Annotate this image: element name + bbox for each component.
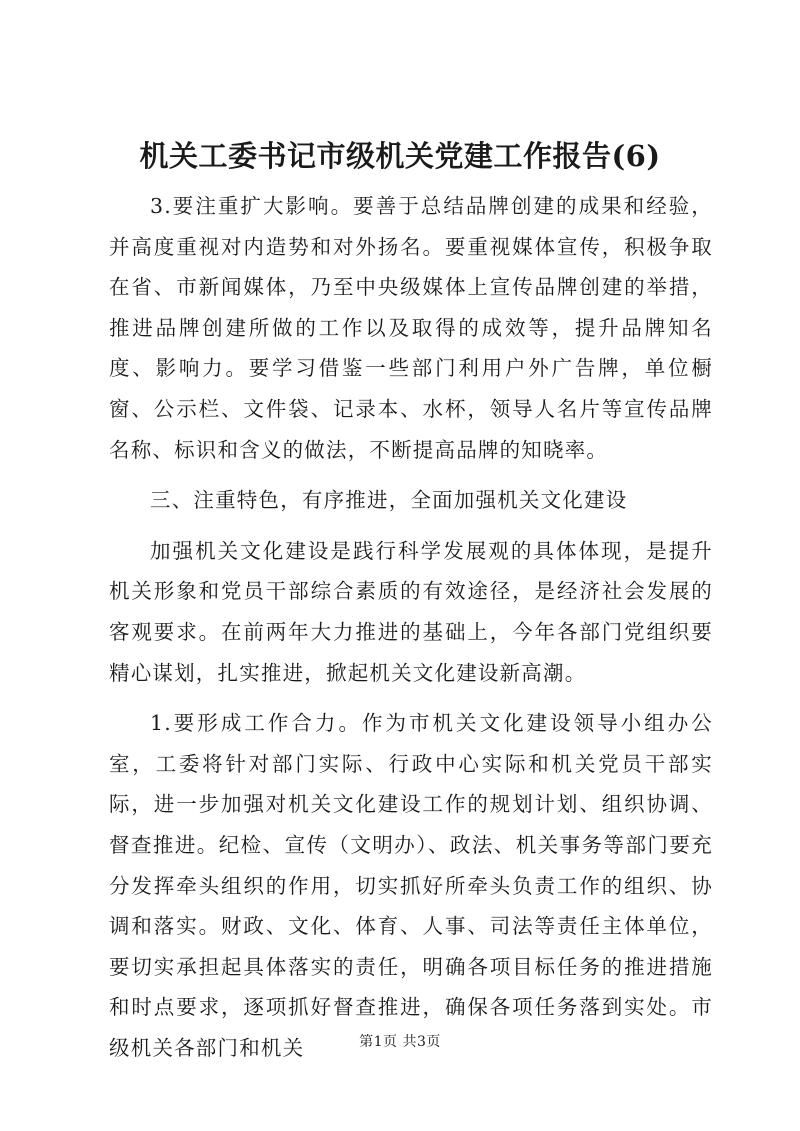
page-number-footer: 第1页 共3页 bbox=[359, 1034, 441, 1050]
paragraph: 加强机关文化建设是践行科学发展观的具体体现，是提升机关形象和党员干部综合素质的有效途径，是经济社会发展的客观要求。在前两年大力推进的基础上，今年各部门党组织要精心谋划，扎实推进，掀起机关文化建设新高潮。 bbox=[109, 538, 713, 685]
paragraph: 1.要形成工作合力。作为市机关文化建设领导小组办公室，工委将针对部门实际、行政中心实际和机关党员干部实际，进一步加强对机关文化建设工作的规划计划、组织协调、督查推进。纪检、宣传（文明办）、政法、机关事务等部门要充分发挥牵头组织的作用，切实抓好所牵头负责工作的组织、协调和落实。财政、文化、体育、人事、司法等责任主体单位，要切实承担起具体落实的责任，明确各项目标任务的推进措施和时点要求，逐项抓好督查推进，确保各项任务落到实处。市级机关各部门和机关 bbox=[109, 711, 713, 1060]
document-title: 机关工委书记市级机关党建工作报告(6) bbox=[139, 139, 661, 173]
paragraph: 3.要注重扩大影响。要善于总结品牌创建的成果和经验，并高度重视对内造势和对外扬名。要重视媒体宣传，积极争取在省、市新闻媒体，乃至中央级媒体上宣传品牌创建的举措，推进品牌创建所做的工作以及取得的成效等，提升品牌知名度、影响力。要学习借鉴一些部门利用户外广告牌，单位橱窗、公示栏、文件袋、记录本、水杯，领导人名片等宣传品牌名称、标识和含义的做法，不断提高品牌的知晓率。 bbox=[109, 194, 713, 462]
section-heading: 三、注重特色，有序推进，全面加强机关文化建设 bbox=[150, 488, 628, 513]
document-body bbox=[109, 186, 713, 1078]
